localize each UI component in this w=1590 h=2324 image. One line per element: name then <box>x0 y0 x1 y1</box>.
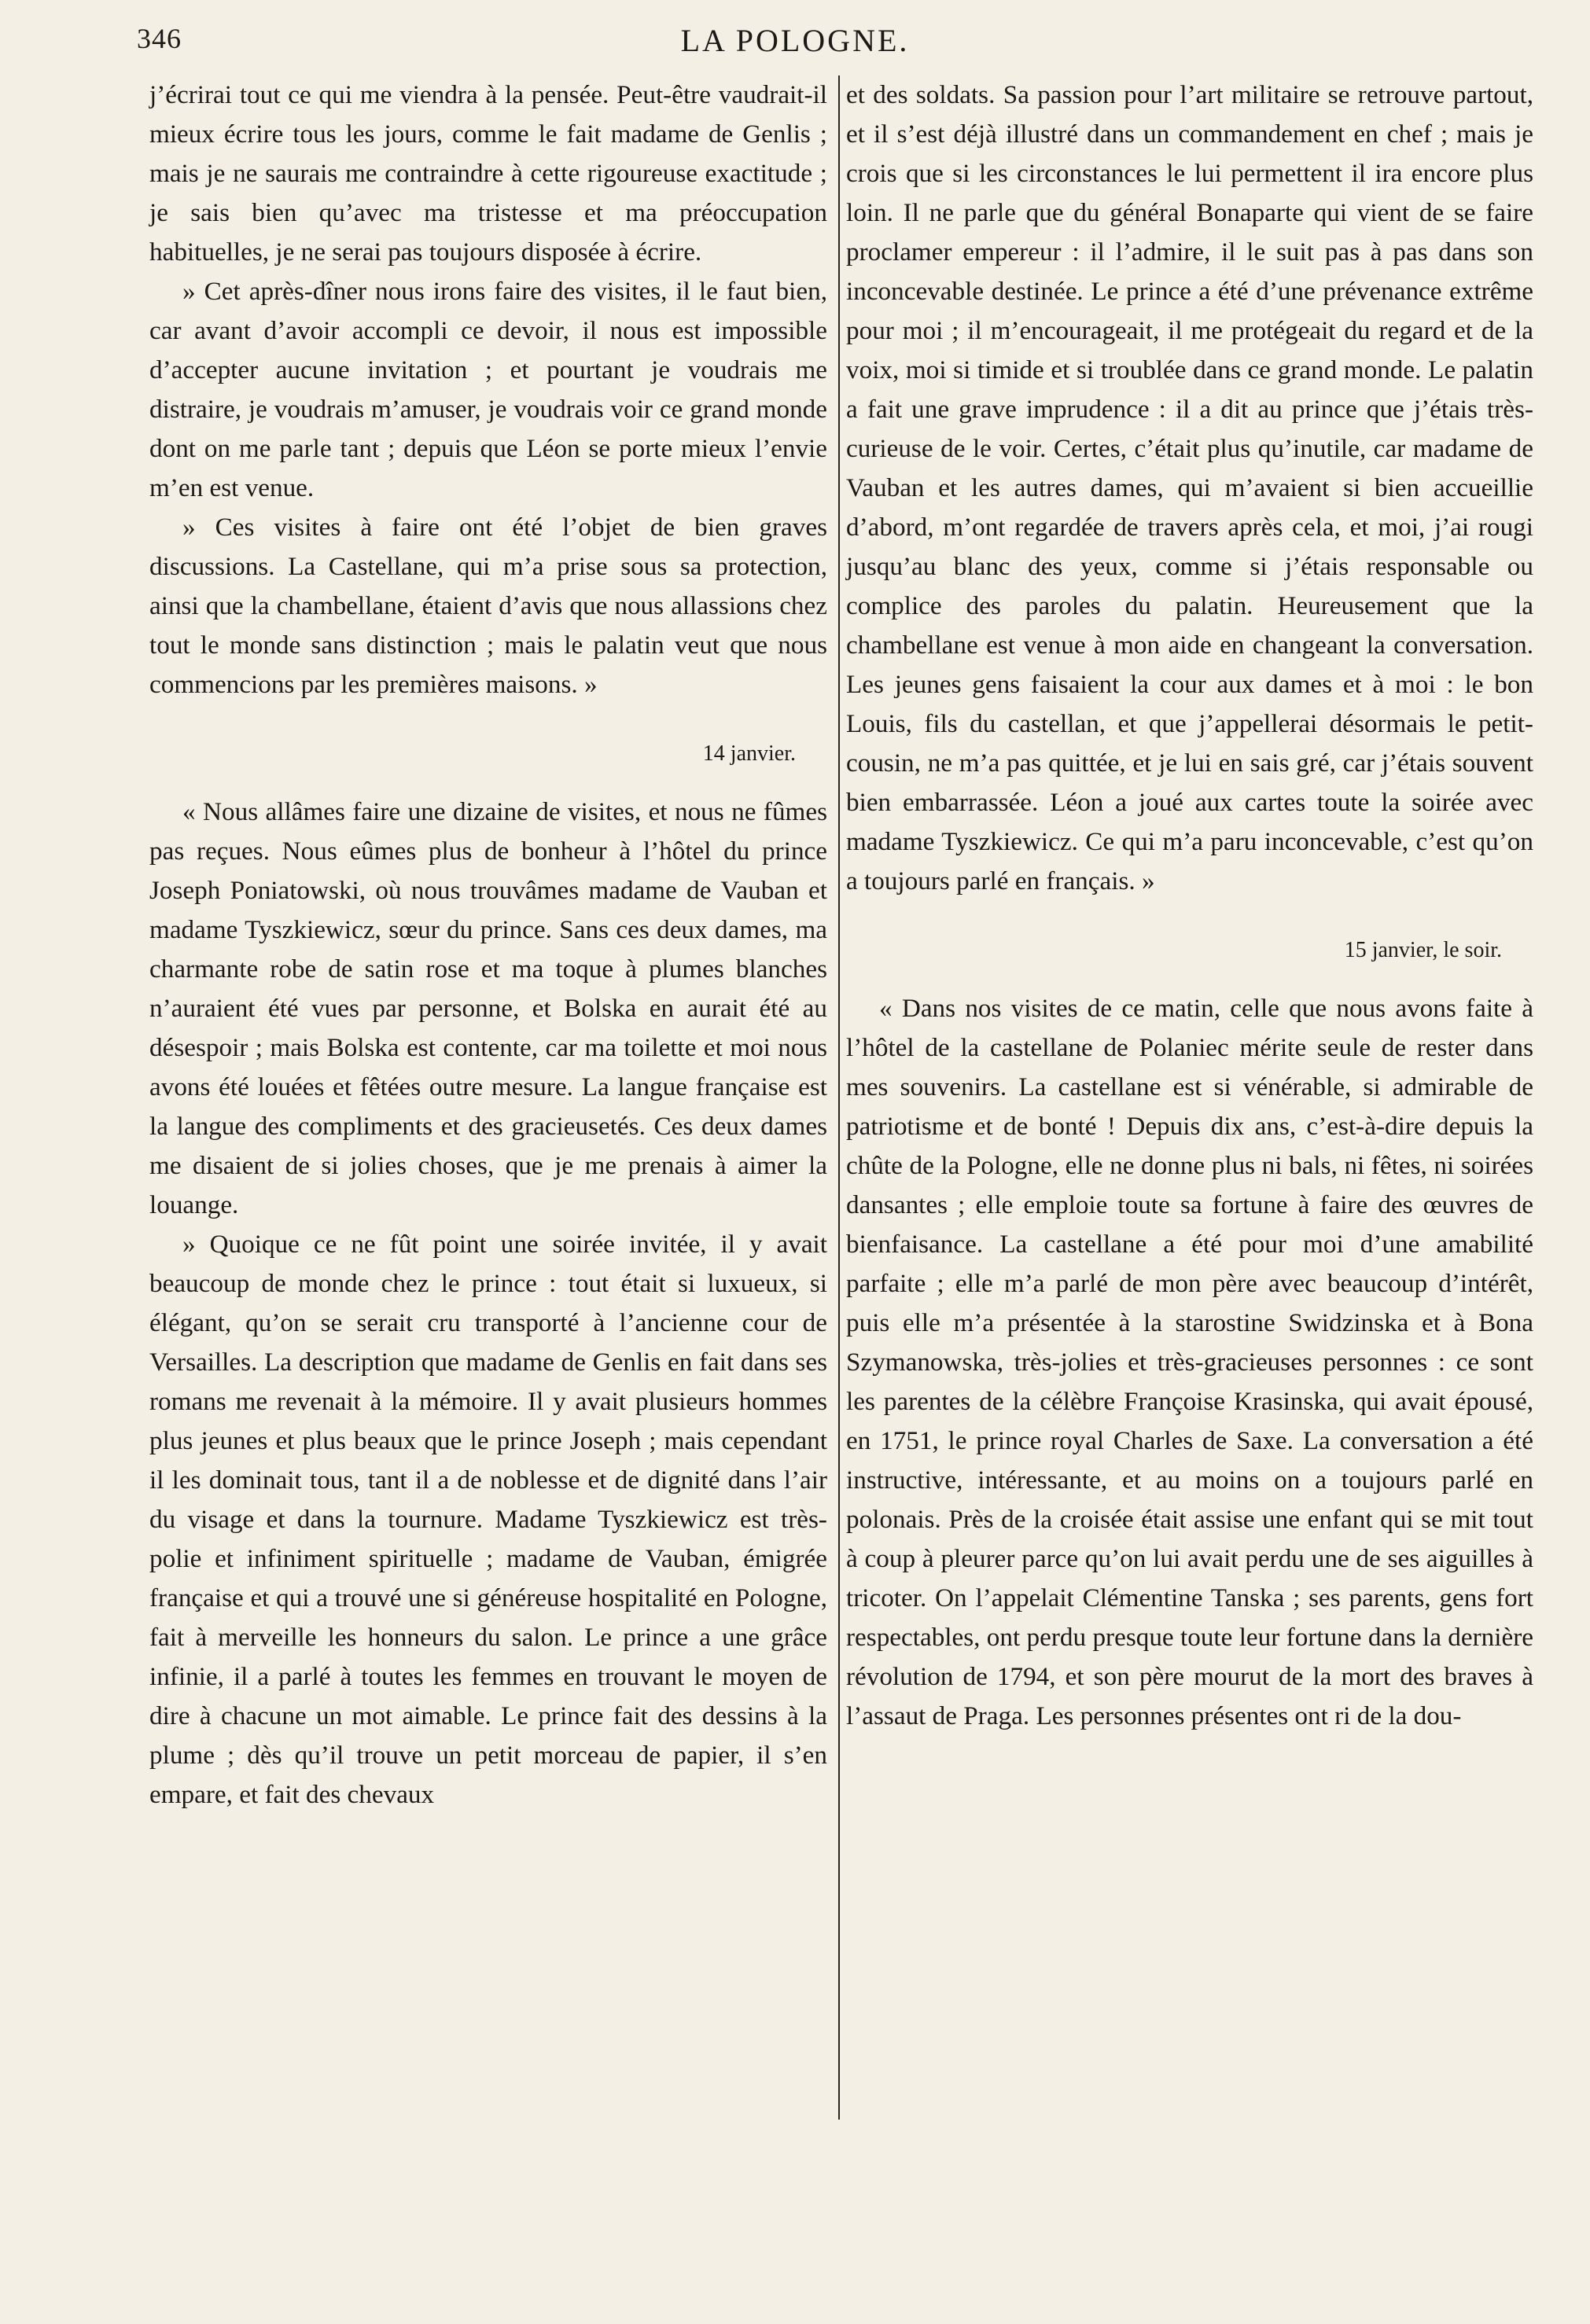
running-title: LA POLOGNE. <box>680 23 910 58</box>
paragraph: et des soldats. Sa passion pour l’art militaire se retrouve partout, et il s’est déjà illustré dans un commandement en chef ; mais je crois que si les circonstances le lui permettent il ira encore plus loin. Il ne parle que du général Bonaparte qui vient de se faire proclamer empereur : il l’admire, il le suit pas à pas dans son inconcevable destinée. Le prince a été d’une prévenance extrême pour moi ; il m’encourageait, il me protégeait du regard et de la voix, moi si timide et si troublée dans ce grand monde. Le palatin a fait une grave imprudence : il a dit au prince que j’étais très-curieuse de le voir. Certes, c’était plus qu’inutile, car madame de Vauban et les autres dames, qui m’avaient si bien accueillie d’abord, m’ont regardée de travers après cela, et moi, j’ai rougi jusqu’au blanc des yeux, comme si j’étais responsable ou complice des paroles du palatin. Heureusement que la chambellane est venue à mon aide en changeant la conversation. Les jeunes gens faisaient la cour aux dames et à moi : le bon Louis, fils du castellan, et que j’appellerai désormais le petit-cousin, ne m’a pas quittée, et je lui en sais gré, car j’étais souvent bien embarrassée. Léon a joué aux cartes toute la soirée avec madame Tyszkiewicz. Ce qui m’a paru inconcevable, c’est qu’on a toujours parlé en français. » <box>846 80 1533 895</box>
column-divider <box>838 75 840 2120</box>
paragraph: » Ces visites à faire ont été l’objet de bien graves discussions. La Castellane, qui m’a prise sous sa protection, ainsi que la chambellane, étaient d’avis que nous allassions chez tout le monde sans distinction ; mais le palatin veut que nous commencions par les premières maisons. » <box>149 513 827 699</box>
paragraph: « Dans nos visites de ce matin, celle que nous avons faite à l’hôtel de la castellane de Polaniec mérite seule de rester dans mes souvenirs. La castellane est si vénérable, si admirable de patriotisme et de bonté ! Depuis dix ans, c’est-à-dire depuis la chûte de la Pologne, elle ne donne plus ni bals, ni fêtes, ni soirées dansantes ; elle emploie toute sa fortune à faire des œuvres de bienfaisance. La castellane a été pour moi d’une amabilité parfaite ; elle m’a parlé de mon père avec beaucoup d’intérêt, puis elle m’a présentée à la starostine Swidzinska et à Bona Szymanowska, très-jolies et très-gracieuses personnes : ce sont les parentes de la célèbre Françoise Krasinska, qui avait épousé, en 1751, le prince royal Charles de Saxe. La conversation a été instructive, intéressante, et au moins on a toujours parlé en polonais. Près de la croisée était assise une enfant qui se mit tout à coup à pleurer parce qu’on lui avait perdu une de ses aiguilles à tricoter. On l’appelait Clémentine Tanska ; ses parents, gens fort respectables, ont perdu presque toute leur fortune dans la dernière révolution de 1794, et son père mourut de la mort des braves à l’assaut de Praga. Les personnes présentes ont ri de la dou- <box>846 994 1533 1730</box>
right-column <box>846 75 1533 1736</box>
paragraph: » Quoique ce ne fût point une soirée invitée, il y avait beaucoup de monde chez le prince : tout était si luxueux, si élégant, qu’on se serait cru transporté à l’ancienne cour de Versailles. La description que madame de Genlis en fait dans ses romans me revenait à la mémoire. Il y avait plusieurs hommes plus jeunes et plus beaux que le prince Joseph ; mais cependant il les dominait tous, tant il a de noblesse et de dignité dans l’air du visage et dans la tournure. Madame Tyszkiewicz est très-polie et infiniment spirituelle ; madame de Vauban, émigrée française et qui a trouvé une si généreuse hospitalité en Pologne, fait à merveille les honneurs du salon. Le prince a une grâce infinie, il a parlé à toutes les femmes en trouvant le moyen de dire à chacune un mot aimable. Le prince fait des dessins à la plume ; dès qu’il trouve un petit morceau de papier, il s’en empare, et fait des chevaux <box>149 1230 827 1809</box>
paragraph: « Nous allâmes faire une dizaine de visites, et nous ne fûmes pas reçues. Nous eûmes plus de bonheur à l’hôtel du prince Joseph Poniatowski, où nous trouvâmes madame de Vauban et madame Tyszkiewicz, sœur du prince. Sans ces deux dames, ma charmante robe de satin rose et ma toque à plumes blanches n’auraient été vues par personne, et Bolska en aurait été au désespoir ; mais Bolska est contente, car ma toilette et moi nous avons été louées et fêtées outre mesure. La langue française est la langue des compliments et des gracieusetés. Ces deux dames me disaient de si jolies choses, que je me prenais à aimer la louange. <box>149 797 827 1219</box>
dateline: 14 janvier. <box>702 741 796 766</box>
paragraph: j’écrirai tout ce qui me viendra à la pensée. Peut-être vaudrait-il mieux écrire tous les jours, comme le fait madame de Genlis ; mais je ne saurais me contraindre à cette rigoureuse exactitude ; je sais bien qu’avec ma tristesse et ma préoccupation habituelles, je ne serai pas toujours disposée à écrire. <box>149 80 827 267</box>
left-column <box>149 75 827 1815</box>
page-number: 346 <box>137 23 182 54</box>
paragraph: » Cet après-dîner nous irons faire des visites, il le faut bien, car avant d’avoir accompli ce devoir, il nous est impossible d’accepter aucune invitation ; et pourtant je voudrais me distraire, je voudrais m’amuser, je voudrais voir ce grand monde dont on me parle tant ; depuis que Léon se porte mieux l’envie m’en est venue. <box>149 277 827 502</box>
dateline: 15 janvier, le soir. <box>1344 938 1502 962</box>
